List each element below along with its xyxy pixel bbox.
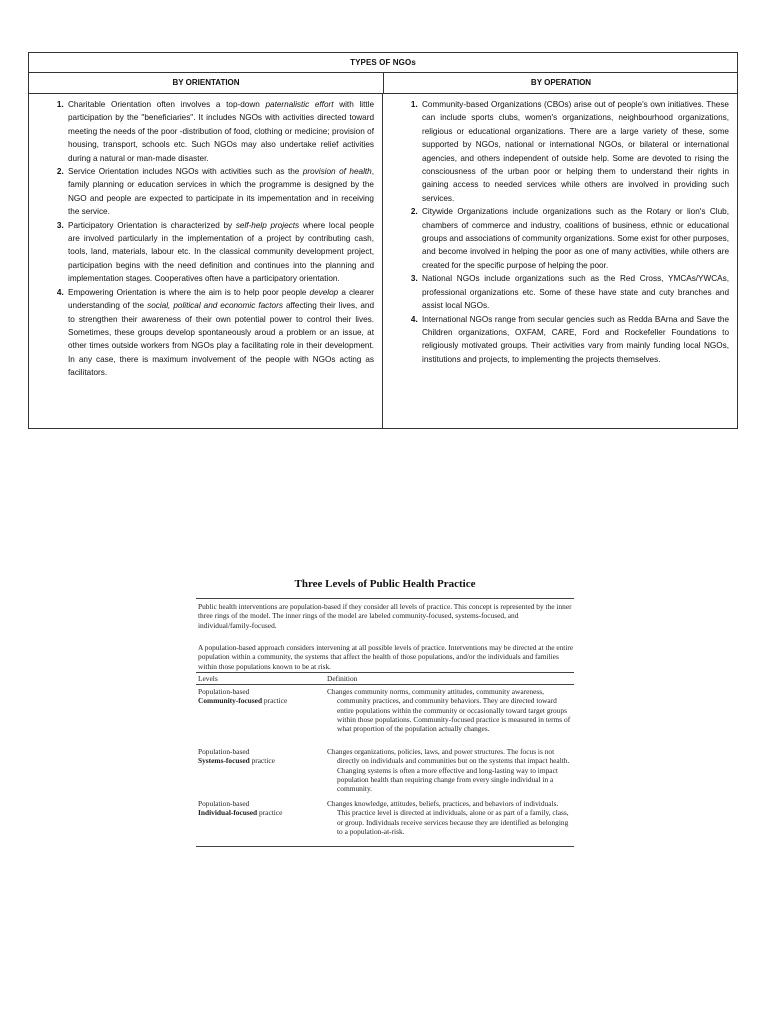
operation-item: 2. Citywide Organizations include organizations such as the Rotary or lion's Club, chambers of commerce and industry, coalitions of business, ethnic or educational groups and associations of community organizations. Some exist for other purposes, and become involved in helping the poor as one of many activities, while others are created for the specific purpose of helping the poor. xyxy=(420,205,729,272)
orientation-list xyxy=(43,98,374,380)
public-health-title: Three Levels of Public Health Practice xyxy=(294,578,476,590)
orientation-item: 1. Charitable Orientation often involves a top-down paternalistic effort with little participation by the "beneficiaries". It includes NGOs with activities directed toward meeting the needs of the poor -distribution of food, clothing or medicine; provision of housing, transport, schools etc. Such NGOs may also undertake relief activities during a natural or man-made disaster. xyxy=(66,98,374,165)
level-systems: Population-based Systems-focused practice xyxy=(198,747,275,766)
column-header-operation: BY OPERATION xyxy=(530,78,592,87)
column-header-orientation: BY ORIENTATION xyxy=(29,73,384,93)
ngo-types-table xyxy=(28,52,738,429)
header-top-rule xyxy=(196,672,574,673)
levels-column-header: Levels xyxy=(198,674,218,683)
operation-column xyxy=(383,94,737,429)
definition-individual: Changes knowledge, attitudes, beliefs, practices, and behaviors of individuals. This practice level is directed at individuals, alone or as part of a family, class, or group. Individuals receive services because they are identified as belonging to a population-at-risk. xyxy=(327,799,569,836)
intro-paragraph-2: A population-based approach considers intervening at all possible levels of practice. Interventions may be directed at the entire population within a community, the systems that affect the health of those populations, and/or the individuals and families within those populations known to be at risk. xyxy=(198,643,574,671)
definition-systems: Changes organizations, policies, laws, and power structures. The focus is not directly on individuals and communities but on the systems that impact health. Changing systems is often a more effective and long-lasting way to impact population health than requiring change from every single individual in a community. xyxy=(327,747,570,794)
intro-paragraph-1: Public health interventions are population-based if they consider all levels of practice. This concept is represented by the inner three rings of the model. The inner rings of the model are labeled community-focused, systems-focused, and individual/family-focused. xyxy=(198,602,572,630)
operation-item: 3. National NGOs include organizations such as the Red Cross, YMCAs/YWCAs, professional organizations etc. Some of these have state and cuty branches and assist local NGOs. xyxy=(420,272,729,312)
top-rule xyxy=(196,598,574,599)
orientation-column xyxy=(29,94,383,429)
table-header-row xyxy=(29,73,737,94)
table-body xyxy=(29,94,737,429)
table-title: TYPES OF NGOs xyxy=(29,53,737,73)
orientation-item: 2. Service Orientation includes NGOs with activities such as the provision of health, family planning or education services in which the programme is designed by the NGO and people are expected to participate in its impementation and in receiving the service. xyxy=(66,165,374,219)
definition-community: Changes community norms, community attitudes, community awareness, community practices, and community behaviors. They are directed toward entire populations within the community or occasionally toward target groups within those populations. Community-focused practice is measured in terms of what proportion of the population actually changes. xyxy=(327,687,571,734)
level-community: Population-based Community-focused practice xyxy=(198,687,288,706)
operation-item: 1. Community-based Organizations (CBOs) arise out of people's own initiatives. These can include sports clubs, women's organizations, neighbourhood organizations, religious or educational organizations. There are a large variety of these, some supported by NGOs, national or international NGOs, or bilateral or international agencies, and others independent of outside help. Some are devoted to rising the consciousness of the urban poor or helping them to understand their rights in gaining access to needed services while others are involved in providing such services. xyxy=(420,98,729,205)
level-individual: Population-based Individual-focused practice xyxy=(198,799,283,818)
orientation-item: 4. Empowering Orientation is where the aim is to help poor people develop a clearer understanding of the social, political and economic factors affecting their lives, and to strengthen their awareness of their own potential power to control their lives. Sometimes, these groups develop spontaneously aroud a problem or an issue, at other times outside workers from NGOs play a facilitating role in their development. In any case, there is maximum involvement of the people with NGOs acting as facilitators. xyxy=(66,286,374,380)
orientation-item: 3. Participatory Orientation is characterized by self-help projects where local people are involved particularly in the implementation of a project by contributing cash, tools, land, materials, labour etc. In the classical community development project, participation begins with the need definition and continues into the planning and implementation stages. Cooperatives often have a participatory orientation. xyxy=(66,219,374,286)
definition-column-header: Definition xyxy=(327,674,358,683)
bottom-rule xyxy=(196,846,574,847)
header-bottom-rule xyxy=(196,684,574,685)
operation-list xyxy=(397,98,729,366)
operation-item: 4. International NGOs range from secular gencies such as Redda BArna and Save the Children organizations, OXFAM, CARE, Ford and Rockefeller Foundations to religiously motivated groups. Their activities vary from mainly funding local NGOs, institutions and projects, to implementing the projects themselves. xyxy=(420,313,729,367)
